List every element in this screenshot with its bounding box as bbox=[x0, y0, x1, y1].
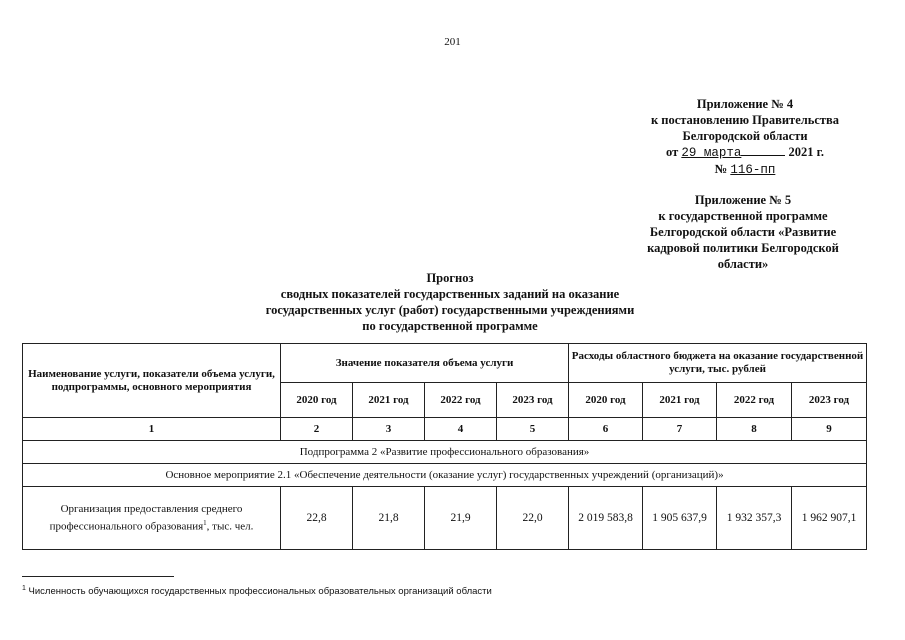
title-line: Прогноз bbox=[426, 271, 474, 285]
date-prefix: от bbox=[665, 145, 679, 159]
date-suffix: 2021 г. bbox=[788, 145, 825, 159]
appendix-5-block bbox=[612, 192, 874, 272]
appendix-4-block bbox=[620, 96, 870, 178]
column-number: 5 bbox=[497, 418, 569, 441]
appendix-5-line: к государственной программе bbox=[658, 209, 828, 223]
column-number: 4 bbox=[425, 418, 497, 441]
appendix-4-line: к постановлению Правительства bbox=[650, 113, 840, 127]
title-line: государственных услуг (работ) государственными учреждениями bbox=[265, 303, 635, 317]
header-expenses: Расходы областного бюджета на оказание государственной услуги, тыс. рублей bbox=[569, 344, 867, 383]
appendix-4-date bbox=[620, 144, 870, 161]
column-number: 3 bbox=[353, 418, 425, 441]
page-number: 201 bbox=[444, 36, 461, 48]
footnote bbox=[22, 585, 492, 597]
appendix-5-line: кадровой политики Белгородской bbox=[647, 241, 839, 255]
date-underline bbox=[741, 155, 785, 156]
header-year: 2020 год bbox=[281, 383, 353, 418]
main-activity-label: Основное мероприятие 2.1 «Обеспечение деятельности (оказание услуг) государственных учреждений (организаций)» bbox=[23, 464, 867, 487]
footnote-ref: 1 bbox=[203, 519, 207, 528]
title-line: по государственной программе bbox=[362, 319, 538, 333]
column-number: 8 bbox=[717, 418, 792, 441]
header-year: 2022 год bbox=[425, 383, 497, 418]
number-value: 116-пп bbox=[730, 163, 776, 177]
header-year: 2021 год bbox=[643, 383, 717, 418]
volume-2020: 22,8 bbox=[281, 487, 353, 550]
appendix-5-line: области» bbox=[717, 257, 769, 271]
header-name: Наименование услуги, показатели объема услуги, подпрограммы, основного мероприятия bbox=[23, 344, 281, 418]
appendix-4-number bbox=[620, 161, 870, 178]
appendix-4-line: Белгородской области bbox=[682, 129, 808, 143]
header-volume: Значение показателя объема услуги bbox=[281, 344, 569, 383]
volume-2022: 21,9 bbox=[425, 487, 497, 550]
column-number: 7 bbox=[643, 418, 717, 441]
service-unit: , тыс. чел. bbox=[206, 520, 254, 533]
column-number: 6 bbox=[569, 418, 643, 441]
document-title bbox=[200, 270, 700, 334]
subprogram-row bbox=[23, 441, 867, 464]
footnote-marker: 1 bbox=[22, 585, 26, 592]
column-number-row bbox=[23, 418, 867, 441]
expenses-2020: 2 019 583,8 bbox=[569, 487, 643, 550]
expenses-2022: 1 932 357,3 bbox=[717, 487, 792, 550]
expenses-2023: 1 962 907,1 bbox=[792, 487, 867, 550]
column-number: 9 bbox=[792, 418, 867, 441]
column-number: 2 bbox=[281, 418, 353, 441]
forecast-table bbox=[22, 343, 867, 550]
main-activity-row bbox=[23, 464, 867, 487]
service-name-cell bbox=[23, 487, 281, 550]
volume-2021: 21,8 bbox=[353, 487, 425, 550]
header-year: 2023 год bbox=[497, 383, 569, 418]
footnote-text: Численность обучающихся государственных профессиональных образовательных организаций области bbox=[25, 586, 492, 598]
volume-2023: 22,0 bbox=[497, 487, 569, 550]
header-year: 2021 год bbox=[353, 383, 425, 418]
appendix-5-line: Белгородской области «Развитие bbox=[649, 225, 837, 239]
table-row bbox=[23, 487, 867, 550]
date-value: 29 марта bbox=[681, 146, 742, 160]
column-number: 1 bbox=[23, 418, 281, 441]
header-year: 2020 год bbox=[569, 383, 643, 418]
expenses-2021: 1 905 637,9 bbox=[643, 487, 717, 550]
appendix-4-title: Приложение № 4 bbox=[696, 97, 794, 111]
subprogram-label: Подпрограмма 2 «Развитие профессионального образования» bbox=[23, 441, 867, 464]
appendix-5-title: Приложение № 5 bbox=[694, 193, 792, 207]
title-line: сводных показателей государственных заданий на оказание bbox=[280, 287, 620, 301]
header-year: 2022 год bbox=[717, 383, 792, 418]
service-name: Организация предоставления среднего профессионального образования bbox=[49, 503, 243, 533]
number-prefix: № bbox=[714, 162, 728, 176]
footnote-divider bbox=[22, 576, 174, 577]
header-year: 2023 год bbox=[792, 383, 867, 418]
